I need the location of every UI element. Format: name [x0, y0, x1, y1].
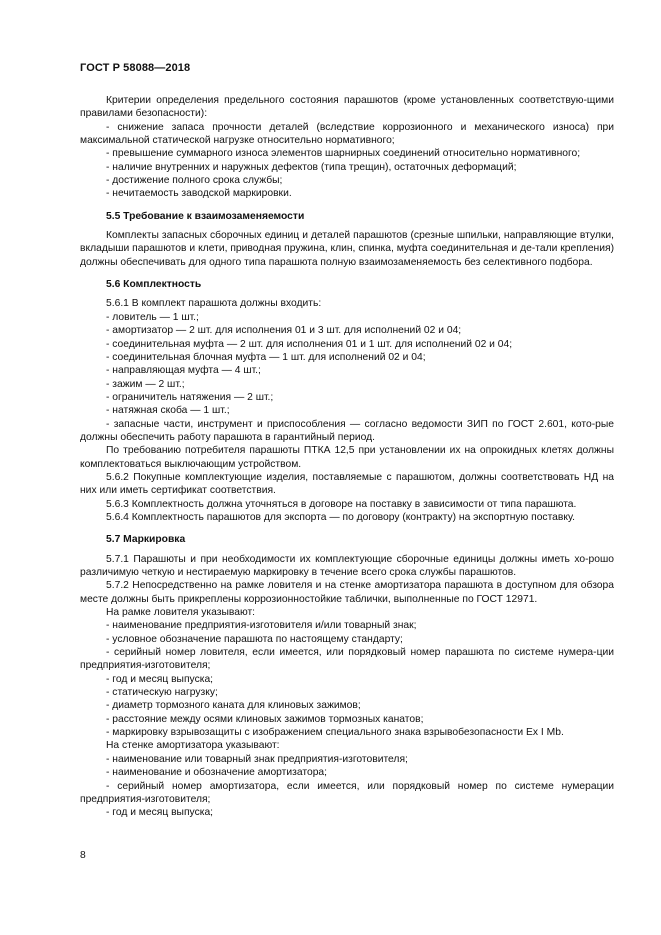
list-item: - направляющая муфта — 4 шт.;: [106, 365, 261, 377]
list-item: - запасные части, инструмент и приспособления — согласно ведомости ЗИП по ГОСТ 2.601, кото-рые должны обеспечить работу парашюта в гарантийный период.: [80, 418, 614, 443]
list-item: - год и месяц выпуска;: [106, 807, 214, 819]
section-heading-5-7: 5.7 Маркировка: [106, 534, 186, 546]
paragraph: 5.6.1 В комплект парашюта должны входить:: [106, 298, 322, 310]
document-id-header: ГОСТ Р 58088—2018: [80, 62, 191, 74]
page-content: [80, 94, 614, 820]
section-heading-5-5: 5.5 Требование к взаимозаменяемости: [106, 210, 305, 222]
paragraph: 5.7.2 Непосредственно на рамке ловителя и на стенке амортизатора парашюта в доступном для обзора месте должны быть прикреплены коррозионностойкие таблички, выполненные по ГОСТ 12971.: [80, 580, 614, 605]
list-item: - диаметр тормозного каната для клиновых зажимов;: [106, 700, 361, 712]
list-item: - превышение суммарного износа элементов шарнирных соединений относительно нормативного;: [106, 148, 581, 160]
list-item: - зажим — 2 шт.;: [106, 378, 185, 390]
list-item: - ограничитель натяжения — 2 шт.;: [106, 391, 274, 403]
list-item: - достижение полного срока службы;: [106, 175, 283, 187]
list-item: - серийный номер амортизатора, если имеется, или порядковый номер по системе нумерации предприятия-изготовителя;: [80, 780, 614, 805]
list-item: - натяжная скоба — 1 шт.;: [106, 405, 230, 417]
list-item: - наименование или товарный знак предприятия-изготовителя;: [106, 753, 408, 765]
list-item: - наименование и обозначение амортизатора;: [106, 767, 328, 779]
list-item: - наименование предприятия-изготовителя и/или товарный знак;: [106, 620, 417, 632]
list-item: - год и месяц выпуска;: [106, 673, 214, 685]
paragraph: На стенке амортизатора указывают:: [106, 740, 280, 752]
list-item: - снижение запаса прочности деталей (вследствие коррозионного и механического износа) при максимальной статической нагрузке относительно нормативного;: [80, 121, 614, 147]
list-item: - нечитаемость заводской маркировки.: [106, 188, 292, 200]
paragraph: 5.6.3 Комплектность должна уточняться в договоре на поставку в зависимости от типа парашюта.: [106, 498, 577, 510]
list-item: - соединительная блочная муфта — 1 шт. для исполнений 02 и 04;: [106, 351, 426, 363]
list-item: - маркировку взрывозащиты с изображением специального знака взрывобезопасности Ex I Mb.: [106, 727, 564, 739]
list-item: - серийный номер ловителя, если имеется, или порядковый номер парашюта по системе нумера-ции предприятия-изготовителя;: [80, 647, 614, 672]
list-item: - соединительная муфта — 2 шт. для исполнения 01 и 1 шт. для исполнений 02 и 04;: [106, 338, 513, 350]
criteria-intro: Критерии определения предельного состояния парашютов (кроме установленных соответствую-щими правилами безопасности):: [80, 95, 614, 120]
list-item: - статическую нагрузку;: [106, 687, 218, 699]
list-item: - условное обозначение парашюта по настоящему стандарту;: [106, 633, 403, 645]
paragraph: Комплекты запасных сборочных единиц и деталей парашютов (срезные шпильки, направляющие втулки, вкладыши парашютов и клети, приводная пружина, клин, спинка, муфта соединительная и де-тали крепления) должны обеспечивать для одного типа парашюта полную взаимозаменяемость без селективного подбора.: [80, 230, 614, 268]
list-item: - ловитель — 1 шт.;: [106, 311, 199, 323]
paragraph: 5.6.4 Комплектность парашютов для экспорта — по договору (контракту) на экспортную поставку.: [106, 511, 575, 523]
paragraph: На рамке ловителя указывают:: [106, 607, 256, 619]
paragraph: 5.6.2 Покупные комплектующие изделия, поставляемые с парашютом, должны соответствовать НД на них или иметь сертификат соответствия.: [80, 471, 614, 497]
paragraph: 5.7.1 Парашюты и при необходимости их комплектующие сборочные единицы должны иметь хо-рошо различимую четкую и нестираемую маркировку в течение всего срока службы парашютов.: [80, 553, 614, 578]
list-item: - амортизатор — 2 шт. для исполнения 01 и 3 шт. для исполнений 02 и 04;: [106, 325, 462, 337]
list-item: - расстояние между осями клиновых зажимов тормозных канатов;: [106, 713, 424, 725]
section-heading-5-6: 5.6 Комплектность: [106, 279, 202, 291]
list-item: - наличие внутренних и наружных дефектов (типа трещин), остаточных деформаций;: [106, 161, 517, 173]
page-number: 8: [80, 850, 86, 861]
paragraph: По требованию потребителя парашюты ПТКА 12,5 при установлении их на опрокидных клетях должны комплектоваться выключающим устройством.: [80, 445, 614, 470]
